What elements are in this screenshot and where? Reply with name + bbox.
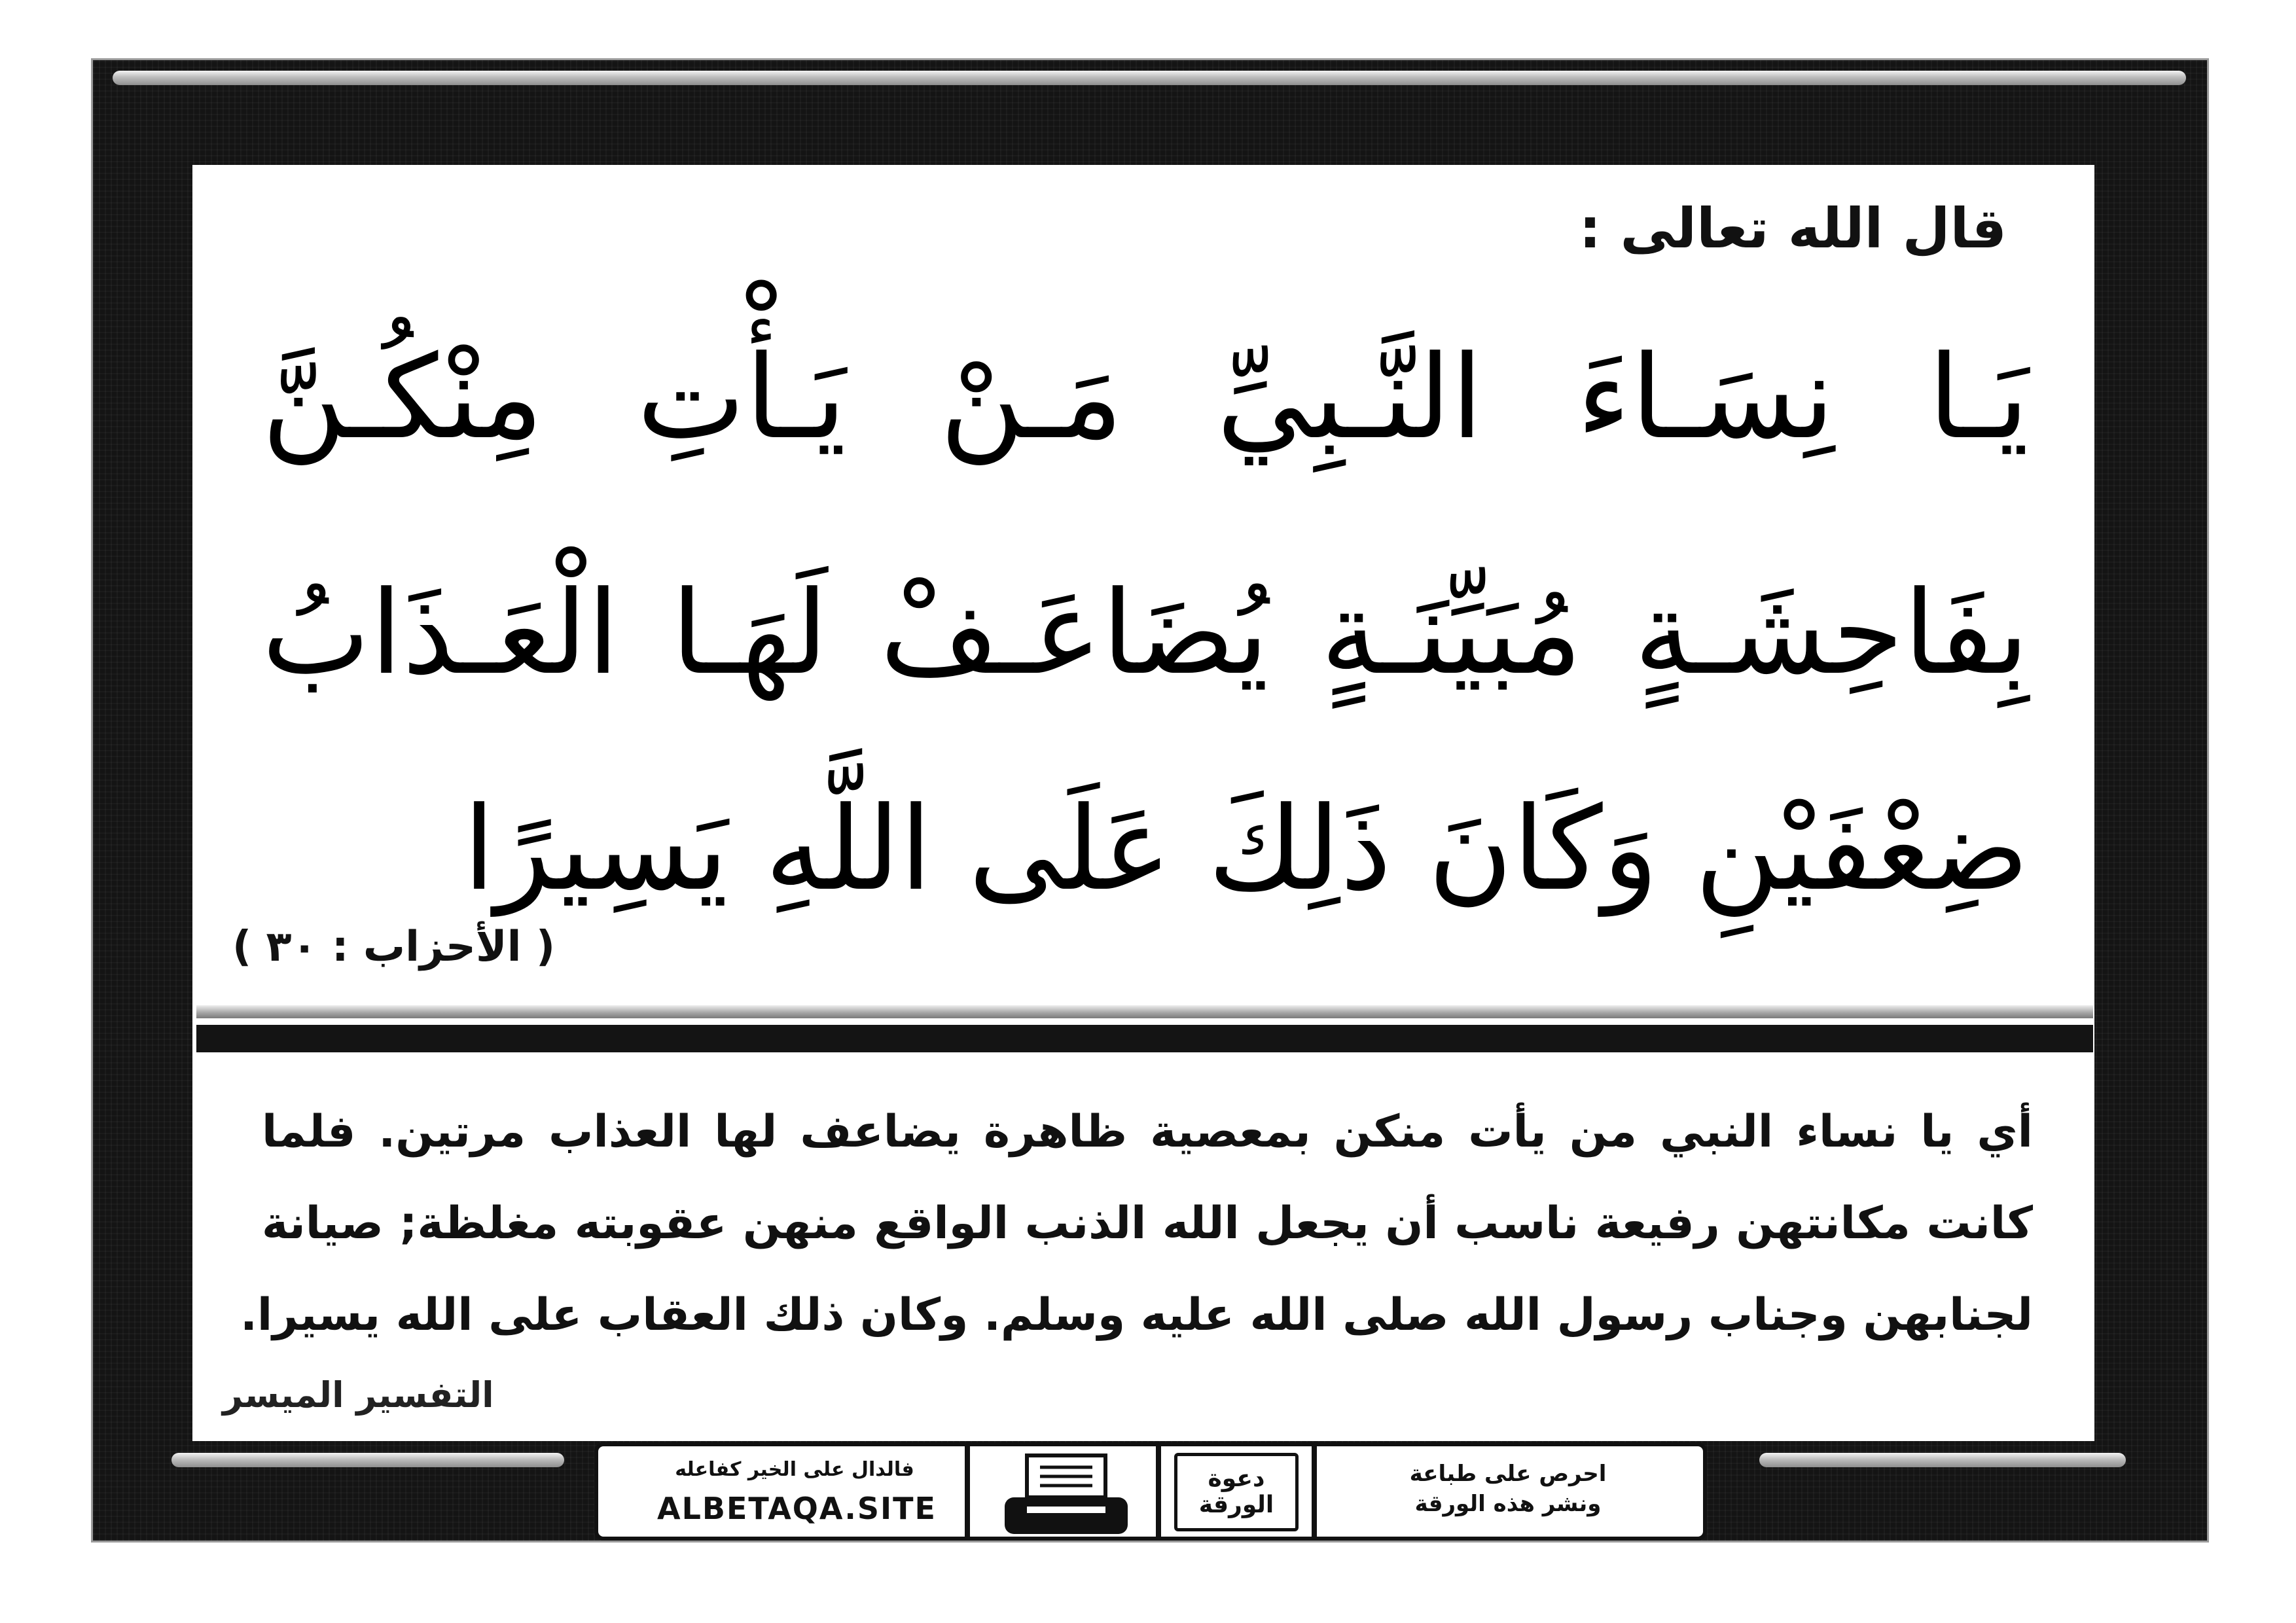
verse-reference: ( الأحزاب : ٣٠ ) [232, 923, 556, 971]
logo-line-1: دعوة [1208, 1465, 1265, 1493]
tafsir-line-2: كانت مكانتهن رفيعة ناسب أن يجعل الله الذنب الواقع منهن عقوبته مغلظة; صيانة [262, 1198, 2033, 1249]
footer-slogan: فالدال على الخير كفاعله [675, 1458, 914, 1481]
separator-black [196, 1025, 2093, 1052]
verse-line-2: بِفَاحِشَـةٍ مُبَيِّنَـةٍ يُضَاعَـفْ لَهَـا الْعَـذَابُ [262, 566, 2029, 700]
footer-site[interactable]: ALBETAQA.SITE [657, 1491, 937, 1526]
intro-heading: قال الله تعالى : [1579, 196, 2007, 260]
footer-hint-line-2: ونشر هذه الورقة [1414, 1490, 1602, 1517]
dawat-logo [1174, 1453, 1299, 1531]
verse-line-1: يَـا نِسَـاءَ النَّـبِيِّ مَـنْ يَـأْتِ مِنْكُـنَّ [262, 330, 2029, 465]
tafsir-source: التفسير الميسر [223, 1374, 494, 1416]
footer-hint-line-1: احرص على طباعة [1409, 1461, 1607, 1487]
top-rail [113, 71, 2186, 85]
bottom-right-rail [1759, 1453, 2126, 1467]
printer-icon [1001, 1453, 1138, 1538]
footer-divider-mid-2 [1312, 1446, 1317, 1537]
footer-divider-mid-1 [1156, 1446, 1161, 1537]
logo-line-2: الورقة [1198, 1491, 1274, 1518]
verse-line-3: ضِعْفَيْنِ وَكَانَ ذَلِكَ عَلَى اللَّهِ يَسِيرًا [463, 782, 2029, 916]
footer-bar [594, 1442, 1707, 1541]
tafsir-line-3: لجنابهن وجناب رسول الله صلى الله عليه وسلم. وكان ذلك العقاب على الله يسيرا. [240, 1289, 2033, 1341]
tafsir-line-1: أي يا نساء النبي من يأت منكن بمعصية ظاهرة يضاعف لها العذاب مرتين. فلما [262, 1106, 2033, 1158]
footer-hint [1338, 1459, 1678, 1520]
separator-gray [196, 1005, 2093, 1018]
footer-divider-left [965, 1446, 970, 1537]
bottom-left-rail [171, 1453, 564, 1467]
